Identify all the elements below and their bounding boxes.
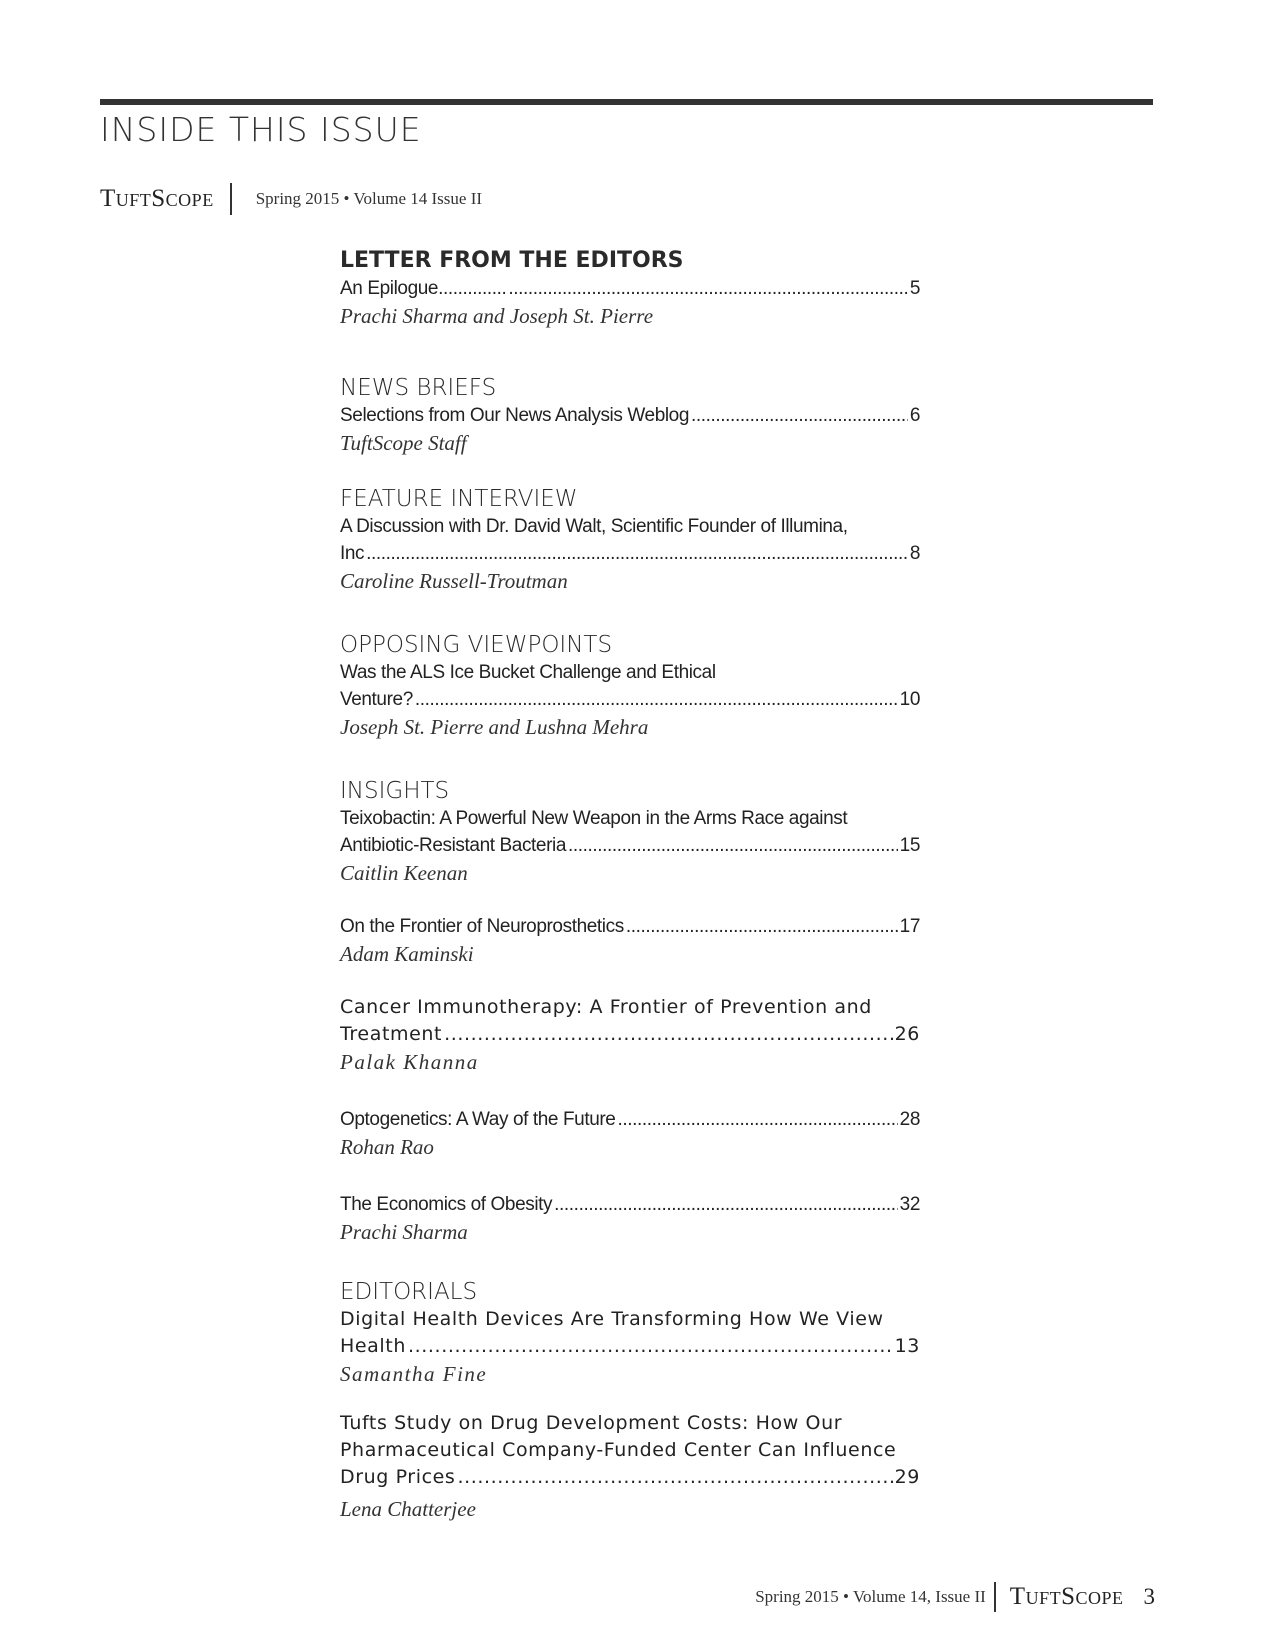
- entry-author: Caroline Russell-Troutman: [340, 569, 568, 593]
- section-feature-interview: [340, 485, 920, 595]
- toc-entry[interactable]: [340, 1106, 920, 1161]
- masthead: [100, 183, 482, 215]
- page-number-ref: 29: [894, 1466, 920, 1488]
- entry-title-line: Selections from Our News Analysis Weblog: [340, 405, 690, 426]
- entry-title-line: The Economics of Obesity: [340, 1194, 553, 1215]
- entry-title-line: Tufts Study on Drug Development Costs: How Our: [340, 1412, 843, 1434]
- entry-title: [340, 832, 920, 859]
- section-opposing-viewpoints: [340, 631, 920, 741]
- entry-title: [340, 540, 920, 567]
- entry-title: [340, 1333, 920, 1360]
- section-editorials: [340, 1278, 920, 1523]
- dot-leader: [508, 275, 907, 302]
- page-number-ref: 28: [899, 1109, 920, 1130]
- page-number-ref: 17: [899, 916, 920, 937]
- toc-entry[interactable]: [340, 402, 920, 457]
- section-letter-from-editors: [340, 247, 920, 330]
- footer-brand-logo: TuftScope: [1009, 1583, 1124, 1610]
- dot-leader: [415, 686, 898, 713]
- entry-author: Adam Kaminski: [340, 942, 474, 966]
- entry-title-line: Drug Prices: [340, 1466, 456, 1488]
- dot-leader: [408, 1333, 893, 1360]
- entry-title-line: Cancer Immunotherapy: A Frontier of Prevention and: [340, 996, 872, 1018]
- entry-title-line: Pharmaceutical Company-Funded Center Can Influence: [340, 1439, 897, 1461]
- entry-title-line: Venture?: [340, 689, 413, 710]
- page-number-ref: 6: [909, 405, 920, 426]
- dot-leader: [366, 540, 908, 567]
- issue-info: Spring 2015 • Volume 14 Issue II: [255, 189, 483, 208]
- section-title: NEWS BRIEFS: [340, 375, 497, 401]
- page-number-ref: 8: [909, 543, 920, 564]
- dot-leader: [554, 1191, 897, 1218]
- footer-divider: [994, 1582, 996, 1612]
- entry-title-line: Digital Health Devices Are Transforming How We View: [340, 1308, 884, 1330]
- entry-author: Samantha Fine: [340, 1362, 488, 1386]
- toc-entry[interactable]: [340, 913, 920, 968]
- toc-entry[interactable]: [340, 1410, 920, 1523]
- entry-title: [340, 402, 920, 429]
- entry-author: Lena Chatterjee: [340, 1497, 476, 1521]
- toc-entry[interactable]: [340, 275, 920, 330]
- page-title: INSIDE THIS ISSUE: [100, 110, 422, 149]
- dot-leader: [626, 913, 898, 940]
- page-number: 3: [1143, 1584, 1155, 1609]
- toc-entry[interactable]: [340, 513, 920, 595]
- section-insights: [340, 777, 920, 1246]
- top-rule: [100, 99, 1153, 105]
- page-number-ref: 26: [894, 1023, 920, 1045]
- entry-author: TuftScope Staff: [340, 431, 467, 455]
- page-number-ref: 15: [899, 835, 920, 856]
- entry-title: [340, 275, 920, 302]
- toc-entry[interactable]: [340, 1191, 920, 1246]
- toc-entry[interactable]: [340, 994, 920, 1076]
- entry-title-line: Treatment: [340, 1023, 443, 1045]
- entry-title: [340, 1191, 920, 1218]
- entry-author: Rohan Rao: [340, 1135, 434, 1159]
- entry-title-line: Inc: [340, 543, 365, 564]
- page-number-ref: 10: [899, 689, 920, 710]
- entry-title: [340, 1106, 920, 1133]
- entry-title: [340, 686, 920, 713]
- entry-title-line: An Epilogue..............: [340, 278, 507, 299]
- toc-entry[interactable]: [340, 1306, 920, 1388]
- footer-issue-info: Spring 2015 • Volume 14, Issue II: [755, 1587, 986, 1606]
- entry-author: Caitlin Keenan: [340, 861, 468, 885]
- dot-leader: [568, 832, 898, 859]
- entry-title-line: Optogenetics: A Way of the Future: [340, 1109, 616, 1130]
- dot-leader: [691, 402, 908, 429]
- section-title: LETTER FROM THE EDITORS: [340, 248, 684, 273]
- page-number-ref: 32: [899, 1194, 920, 1215]
- section-title: FEATURE INTERVIEW: [340, 486, 578, 512]
- entry-author: Joseph St. Pierre and Lushna Mehra: [340, 715, 649, 739]
- entry-author: Palak Khanna: [340, 1050, 479, 1074]
- toc-entry[interactable]: [340, 659, 920, 741]
- entry-title-line: Health: [340, 1335, 406, 1357]
- entry-title: [340, 1464, 920, 1491]
- brand-logo: TuftScope: [100, 185, 214, 212]
- dot-leader: [444, 1021, 893, 1048]
- entry-title-line: On the Frontier of Neuroprosthetics: [340, 916, 624, 937]
- toc-entry[interactable]: [340, 805, 920, 887]
- section-title: EDITORIALS: [340, 1279, 478, 1305]
- entry-title-line: Teixobactin: A Powerful New Weapon in the Arms Race against: [340, 808, 848, 829]
- entry-title-line: Antibiotic-Resistant Bacteria: [340, 835, 567, 856]
- masthead-divider: [230, 183, 232, 215]
- page-footer: [755, 1580, 1155, 1614]
- entry-title: [340, 1021, 920, 1048]
- entry-title-line: A Discussion with Dr. David Walt, Scientific Founder of Illumina,: [340, 516, 848, 537]
- page-number-ref: 13: [894, 1335, 920, 1357]
- entry-title-line: Was the ALS Ice Bucket Challenge and Ethical: [340, 662, 716, 683]
- table-of-contents: [340, 247, 920, 1523]
- entry-title: [340, 913, 920, 940]
- dot-leader: [617, 1106, 897, 1133]
- section-title: INSIGHTS: [340, 778, 450, 804]
- section-news-briefs: [340, 374, 920, 457]
- entry-author: Prachi Sharma and Joseph St. Pierre: [340, 304, 654, 328]
- dot-leader: [457, 1464, 892, 1491]
- entry-author: Prachi Sharma: [340, 1220, 468, 1244]
- page-number-ref: 5: [909, 278, 920, 299]
- section-title: OPPOSING VIEWPOINTS: [340, 632, 613, 658]
